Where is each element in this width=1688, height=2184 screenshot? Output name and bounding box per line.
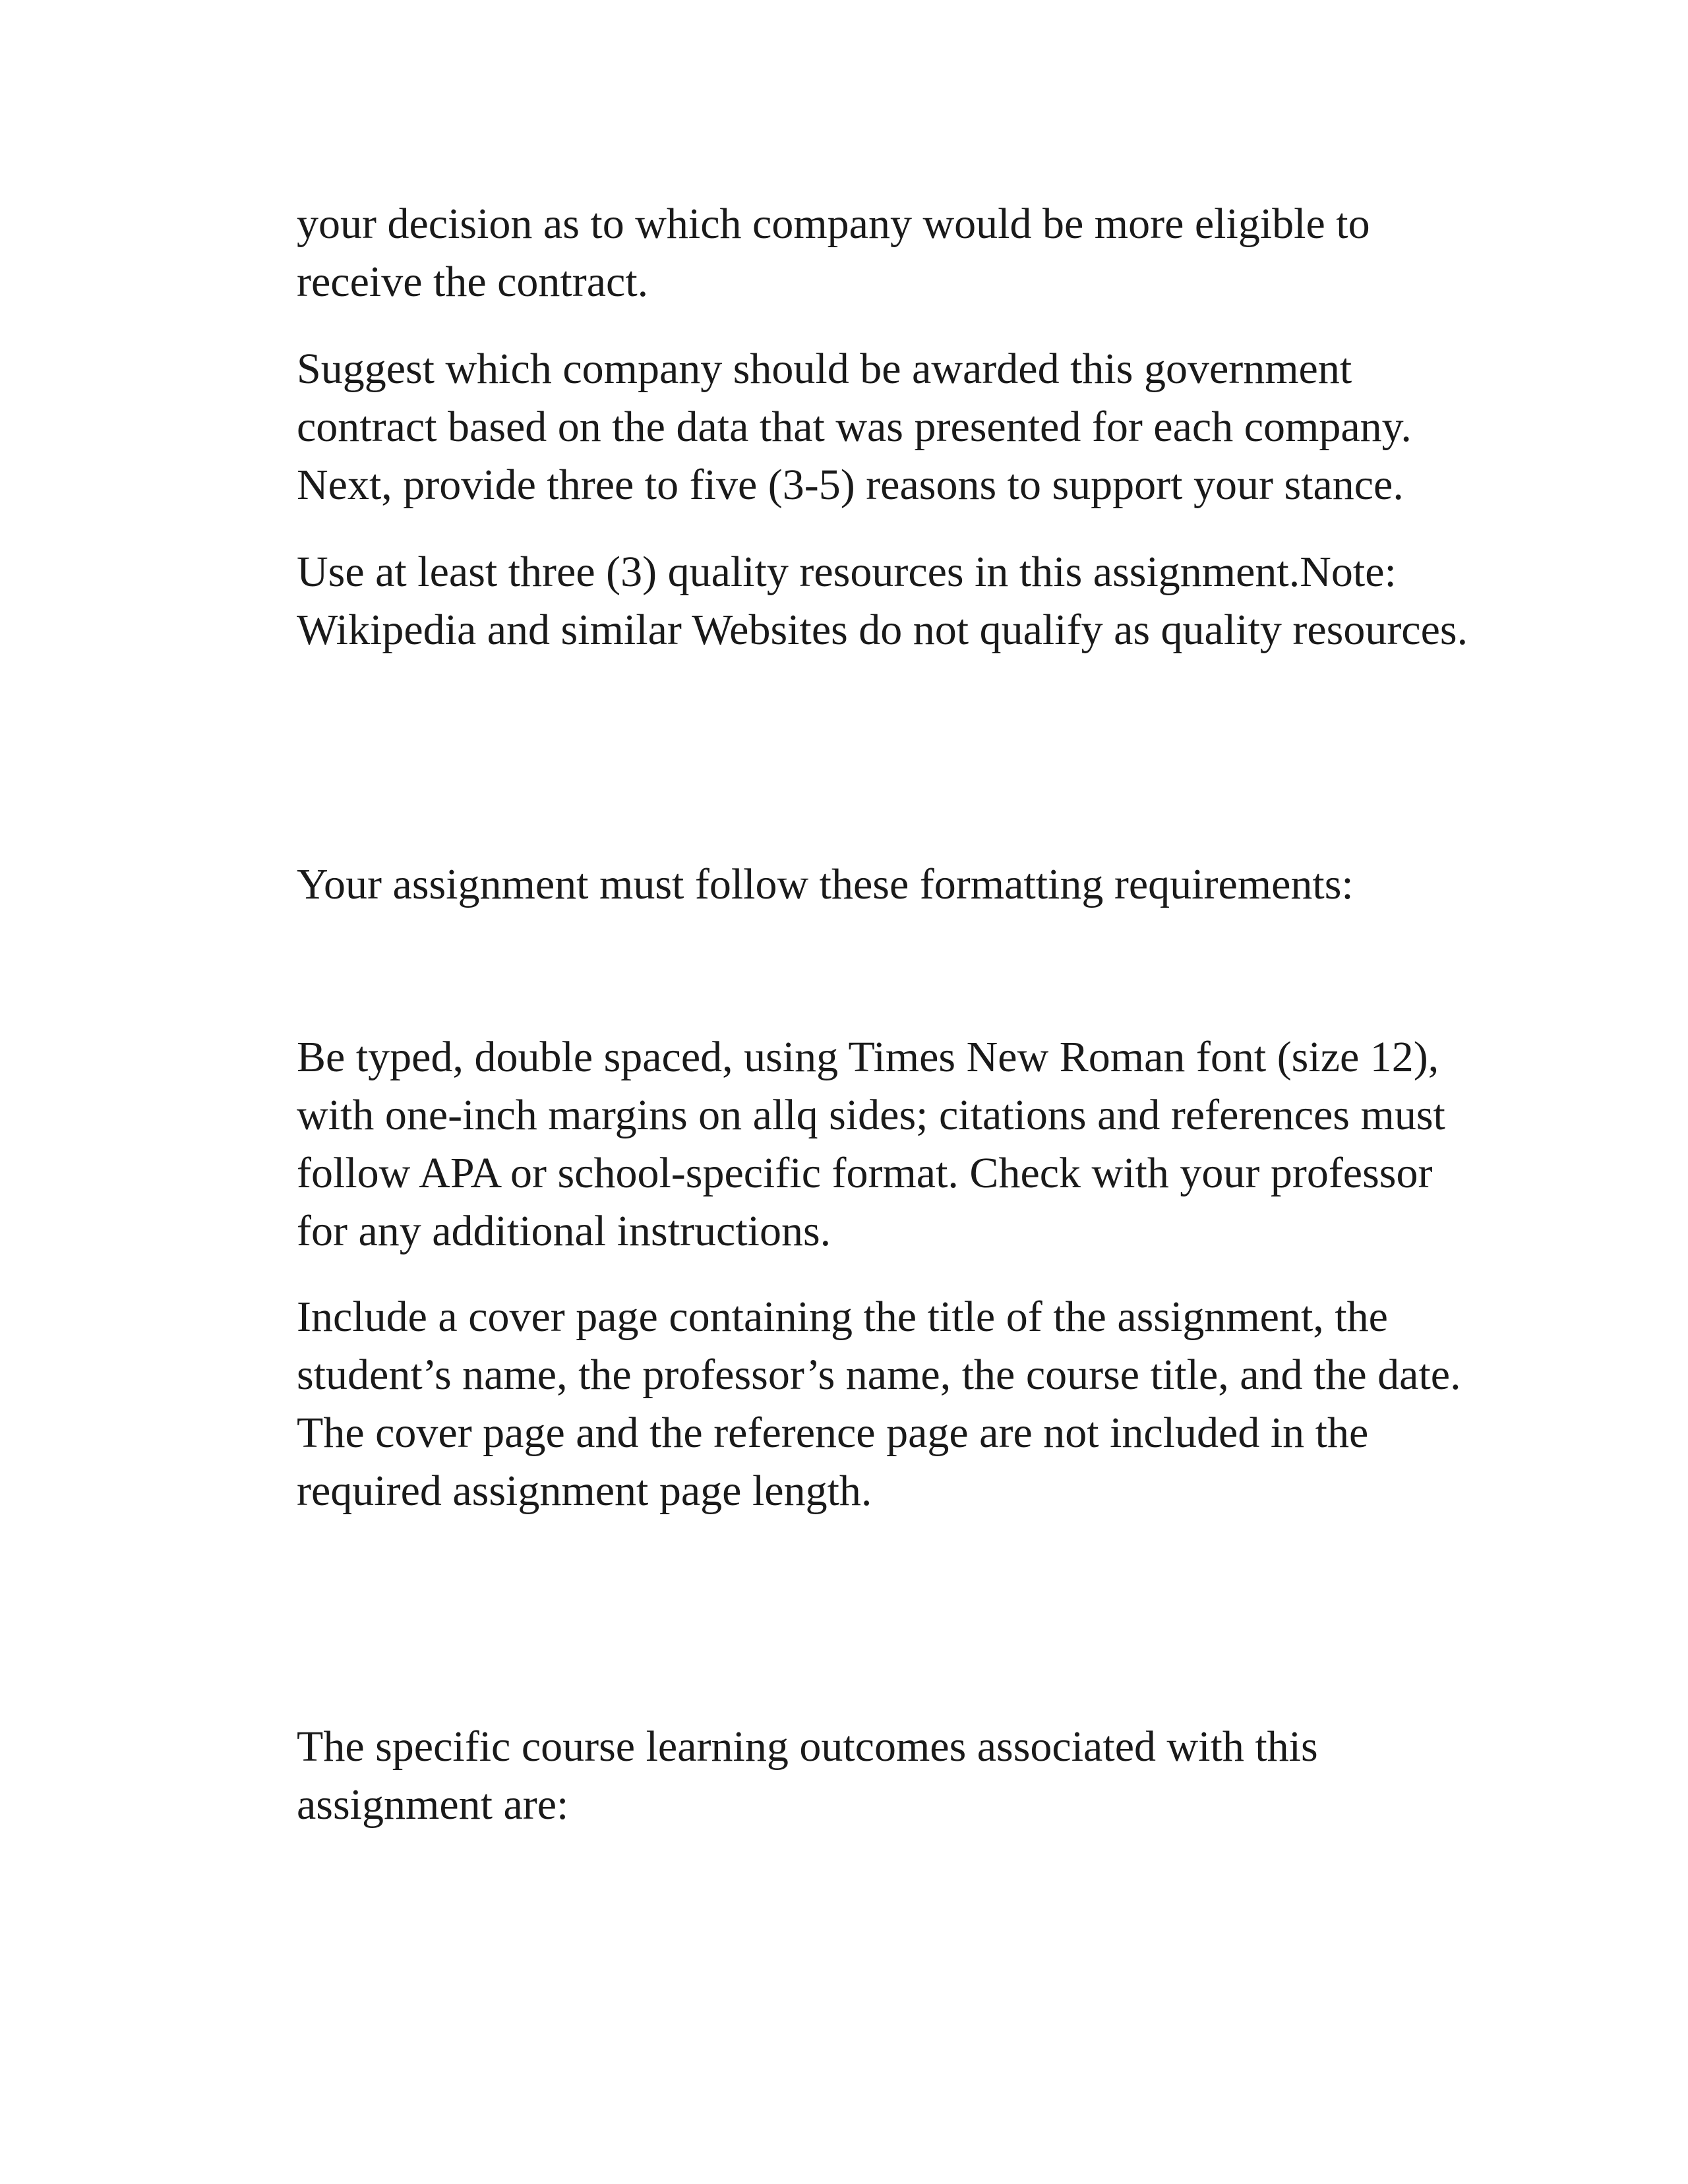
text-line: required assignment page length.: [297, 1467, 872, 1515]
text-line: The specific course learning outcomes associated with this: [297, 1723, 1318, 1771]
text-line: Your assignment must follow these formatting requirements:: [297, 860, 1354, 908]
paragraph-learning-outcomes: [297, 1718, 1318, 1834]
text-line: Be typed, double spaced, using Times New Roman font (size 12),: [297, 1033, 1439, 1081]
text-line: contract based on the data that was presented for each company.: [297, 403, 1412, 451]
text-line: receive the contract.: [297, 258, 649, 306]
paragraph-decision: [297, 195, 1370, 311]
text-line: your decision as to which company would be more eligible to: [297, 200, 1370, 248]
paragraph-formatting-heading: [297, 856, 1354, 914]
text-line: Next, provide three to five (3-5) reasons to support your stance.: [297, 461, 1404, 509]
paragraph-suggest-company: [297, 340, 1412, 514]
text-line: The cover page and the reference page are not included in the: [297, 1409, 1369, 1457]
text-line: student’s name, the professor’s name, the course title, and the date.: [297, 1351, 1461, 1399]
text-line: assignment are:: [297, 1781, 569, 1829]
paragraph-resources: [297, 543, 1468, 659]
text-line: Suggest which company should be awarded this government: [297, 345, 1352, 393]
text-line: Use at least three (3) quality resources in this assignment.Note:: [297, 548, 1397, 596]
text-line: follow APA or school-specific format. Check with your professor: [297, 1149, 1433, 1197]
text-line: for any additional instructions.: [297, 1207, 831, 1255]
paragraph-cover-page: [297, 1288, 1461, 1520]
text-line: Wikipedia and similar Websites do not qualify as quality resources.: [297, 606, 1468, 654]
text-line: with one-inch margins on allq sides; citations and references must: [297, 1091, 1445, 1139]
paragraph-formatting-rules: [297, 1028, 1445, 1260]
text-line: Include a cover page containing the title of the assignment, the: [297, 1293, 1388, 1341]
